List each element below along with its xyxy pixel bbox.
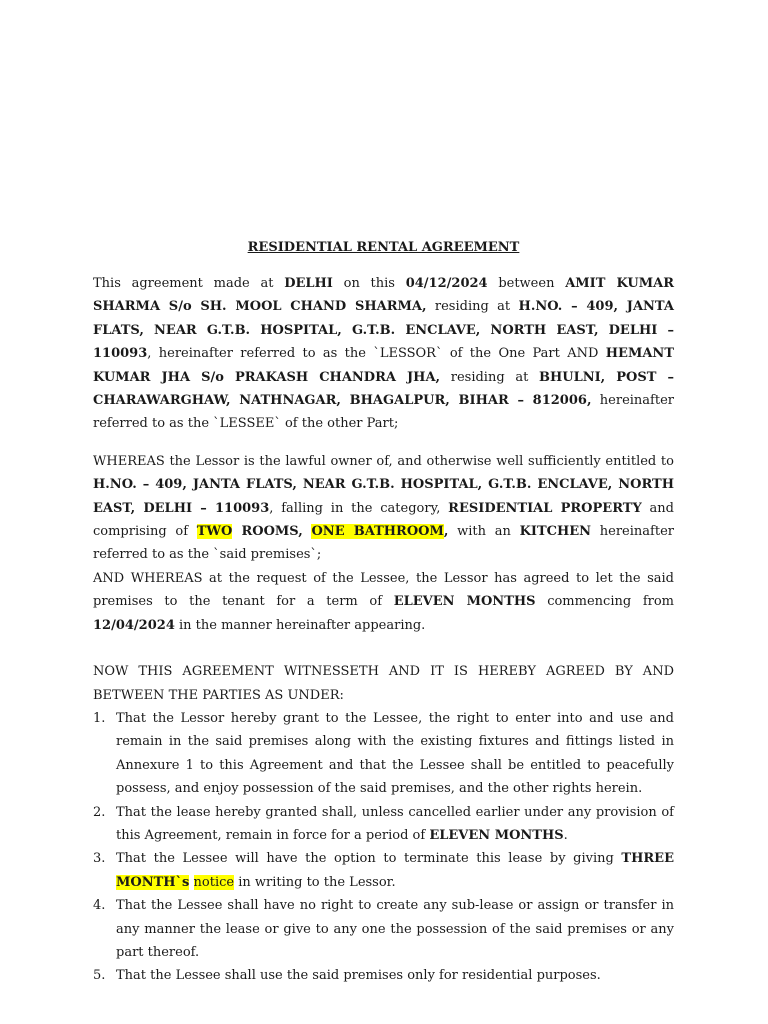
term-paragraph [93, 567, 674, 637]
text-segment: with an [448, 524, 520, 540]
clause-number: 5. [93, 968, 106, 984]
lessee-name: HEMANT KUMAR JHA S/o PRAKASH CHANDRA JHA, [93, 346, 674, 385]
clause-number: 2. [93, 804, 106, 820]
parties-paragraph [93, 272, 674, 436]
bathroom-highlight: ONE BATHROOM [311, 524, 444, 540]
text-segment: hereinafter referred to as the `said premises`; [93, 524, 674, 563]
text-segment: in the manner hereinafter appearing. [174, 617, 426, 633]
text-segment: and comprising of [93, 500, 675, 540]
clause-text: That the lease hereby granted shall, unless cancelled earlier under any provision of this Agreement, remain in force for a period of [116, 804, 674, 843]
kitchen-label: KITCHEN [519, 524, 592, 540]
clause-text: That the Lessor hereby grant to the Lessee, the right to enter into and use and remain in the said premises along with the existing fixtures and fittings listed in Annexure 1 to this Agreement and that the Lessee shall be entitled to peacefully possess, and enjoy possession of the said premises, and the other rights herein. [116, 710, 674, 797]
text-segment: . [563, 827, 568, 843]
notice-month-highlight: MONTH`s [116, 874, 190, 890]
text-segment: , hereinafter referred to as the `LESSOR` of the One Part AND [147, 346, 606, 362]
premises-paragraph [93, 450, 674, 567]
clause-item [93, 894, 674, 964]
rooms-label: ROOMS, [232, 524, 303, 540]
document-title: RESIDENTIAL RENTAL AGREEMENT [247, 240, 520, 255]
notice-highlight: notice [193, 874, 235, 890]
text-segment: , falling in the category, [269, 500, 449, 516]
lease-start-date: 12/04/2024 [93, 617, 175, 633]
property-category: RESIDENTIAL PROPERTY [448, 500, 642, 516]
lease-period: ELEVEN MONTHS [429, 827, 564, 843]
lessor-address: H.NO. – 409, JANTA FLATS, NEAR G.T.B. HOSPITAL, G.T.B. ENCLAVE, NORTH EAST, DELHI – 110093 [93, 299, 674, 362]
premises-address: H.NO. – 409, JANTA FLATS, NEAR G.T.B. HOSPITAL, G.T.B. ENCLAVE, NORTH EAST, DELHI – 110093 [93, 477, 674, 516]
text-segment: residing at [426, 299, 519, 315]
clause-item [93, 964, 674, 987]
text-segment: residing at [440, 369, 539, 385]
lease-term: ELEVEN MONTHS [393, 594, 536, 610]
clause-item [93, 847, 674, 894]
notice-count: THREE [621, 851, 674, 867]
text-segment: This agreement made at [93, 276, 285, 291]
text-segment: , [443, 524, 449, 540]
lessee-address: BHULNI, POST – CHARAWARGHAW, NATHNAGAR, BHAGALPUR, BIHAR – 812006, [93, 369, 674, 409]
text-segment: in writing to the Lessor. [234, 874, 396, 890]
agreement-place: DELHI [284, 276, 333, 291]
text-segment: hereinafter referred to as the `LESSEE` of the other Part; [93, 393, 674, 432]
text-segment: between [487, 276, 566, 291]
text-segment: commencing from [535, 594, 675, 610]
text-segment: AND WHEREAS at the request of the Lessee, the Lessor has agreed to let the said premises to the tenant for a term of [93, 570, 674, 610]
clause-number: 4. [93, 898, 106, 914]
clauses-list [93, 707, 674, 988]
clause-number: 3. [93, 851, 106, 867]
rooms-count-highlight: TWO [196, 524, 233, 540]
witnesseth-paragraph: NOW THIS AGREEMENT WITNESSETH AND IT IS HEREBY AGREED BY AND BETWEEN THE PARTIES AS UNDER: [93, 664, 674, 703]
lessor-name: AMIT KUMAR SHARMA S/o SH. MOOL CHAND SHARMA, [93, 276, 675, 315]
clause-item [93, 801, 674, 848]
clause-text: That the Lessee shall have no right to create any sub-lease or assign or transfer in any manner the lease or give to any one the possession of the said premises or any part thereof. [116, 898, 674, 960]
agreement-document [93, 238, 674, 988]
clause-text: That the Lessee shall use the said premises only for residential purposes. [116, 968, 601, 984]
text-segment: WHEREAS the Lessor is the lawful owner of, and otherwise well sufficiently entitled to [93, 453, 674, 469]
text-segment: on this [332, 276, 406, 291]
clause-item [93, 707, 674, 801]
clause-number: 1. [93, 710, 106, 726]
agreement-date: 04/12/2024 [405, 276, 488, 291]
clause-text: That the Lessee will have the option to terminate this lease by giving [116, 851, 622, 867]
